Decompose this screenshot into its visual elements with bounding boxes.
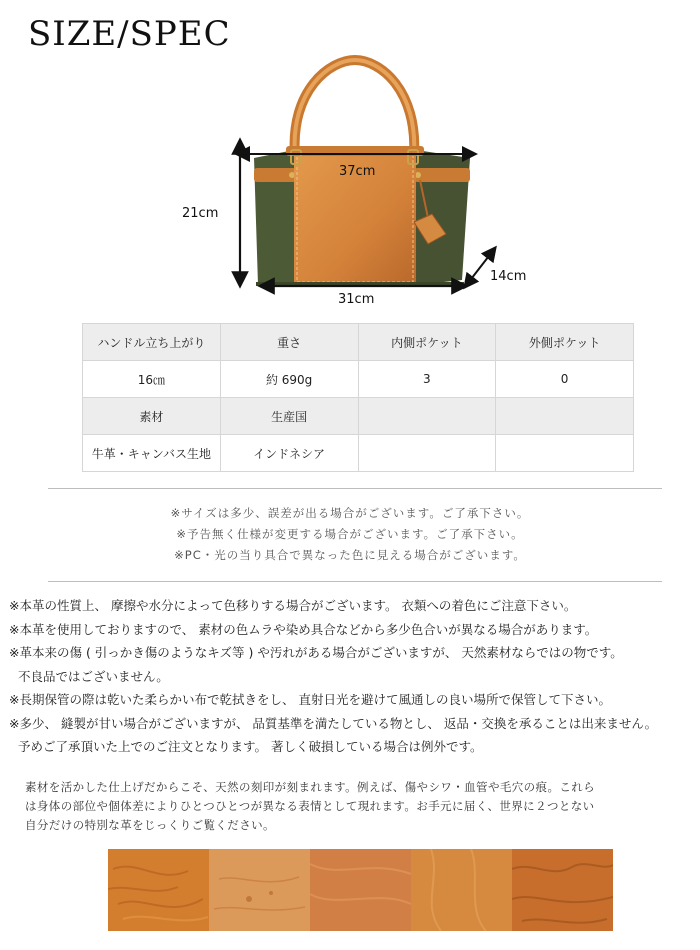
leather-swatch-image	[209, 849, 310, 931]
divider-bottom	[48, 581, 662, 582]
leather-care-notes	[9, 594, 700, 759]
note-line: ※サイズは多少、誤差が出る場合がございます。ご了承下さい。	[170, 506, 530, 520]
spec-table	[82, 323, 634, 472]
care-note: ※本革の性質上、 摩擦や水分によって色移りする場合がございます。 衣類への着色にご注意下さい。	[9, 598, 577, 613]
table-row	[83, 361, 634, 398]
table-cell	[358, 435, 496, 472]
table-header-cell: ハンドル立ち上がり	[83, 324, 221, 361]
leather-swatch-image	[108, 849, 209, 931]
table-row	[83, 435, 634, 472]
disclaimer-notes	[0, 503, 700, 566]
table-cell: インドネシア	[220, 435, 358, 472]
side-strap-right	[414, 168, 470, 182]
table-header-cell: 外側ポケット	[496, 324, 634, 361]
note-line: ※PC・光の当り具合で異なった色に見える場合がございます。	[174, 548, 526, 562]
table-header-cell: 素材	[83, 398, 221, 435]
handbag-illustration	[170, 50, 540, 310]
dim-width-top-label: 37cm	[339, 164, 376, 179]
care-note: ※革本来の傷 ( 引っかき傷のようなキズ等 ) や汚れがある場合がございますが、 天然素材ならではの物です。	[9, 645, 623, 660]
table-cell	[496, 435, 634, 472]
table-header-cell: 重さ	[220, 324, 358, 361]
dim-depth-label: 14cm	[490, 269, 527, 284]
paragraph-line: 自分だけの特別な革をじっくりご覧ください。	[25, 818, 275, 832]
table-cell: 約 690g	[220, 361, 358, 398]
leather-swatch-image	[512, 849, 613, 931]
leather-swatch-image	[310, 849, 411, 931]
table-cell: 3	[358, 361, 496, 398]
table-header-cell	[496, 398, 634, 435]
bag-handle-inner	[295, 60, 415, 156]
care-note: ※長期保管の際は乾いた柔らかい布で乾拭きをし、 直射日光を避けて風通しの良い場所で保管して下さい。	[9, 692, 611, 707]
care-note-continued: 不良品ではございません。	[18, 668, 169, 684]
care-note: ※多少、 縫製が甘い場合がございますが、 品質基準を満たしている物とし、 返品・交換を承ることは出来ません。	[9, 715, 658, 731]
note-line: ※予告無く仕様が変更する場合がございます。ご了承下さい。	[176, 527, 524, 541]
care-note-continued: 予めご了承頂いた上でのご注文となります。 著しく破損している場合は例外です。	[18, 739, 483, 754]
table-header-cell: 生産国	[220, 398, 358, 435]
dim-width-bottom-label: 31cm	[338, 292, 375, 307]
paragraph-line: 素材を活かした仕上げだからこそ、天然の刻印が刻まれます。例えば、傷やシワ・血管や毛穴の痕。これら	[25, 780, 596, 794]
table-row	[83, 324, 634, 361]
divider-top	[48, 488, 662, 489]
bag-handle-left	[295, 60, 415, 156]
table-row	[83, 398, 634, 435]
table-cell: 16㎝	[83, 361, 221, 398]
page-title: SIZE/SPEC	[28, 14, 231, 54]
care-note: ※本革を使用しておりますので、 素材の色ムラや染め具合などから多少色合いが異なる場合があります。	[9, 621, 598, 637]
table-cell: 0	[496, 361, 634, 398]
table-cell: 牛革・キャンバス生地	[83, 435, 221, 472]
dim-height-label: 21cm	[182, 206, 219, 221]
leather-swatches	[108, 849, 613, 931]
table-header-cell	[358, 398, 496, 435]
table-header-cell: 内側ポケット	[358, 324, 496, 361]
leather-swatch-image	[411, 849, 512, 931]
product-figure	[170, 50, 540, 310]
arrow-depth	[468, 252, 492, 283]
paragraph-line: は身体の部位や個体差によりひとつひとつが異なる表情として現れます。お手元に届く、世界に２つとない	[25, 799, 595, 813]
leather-paragraph	[25, 778, 697, 835]
